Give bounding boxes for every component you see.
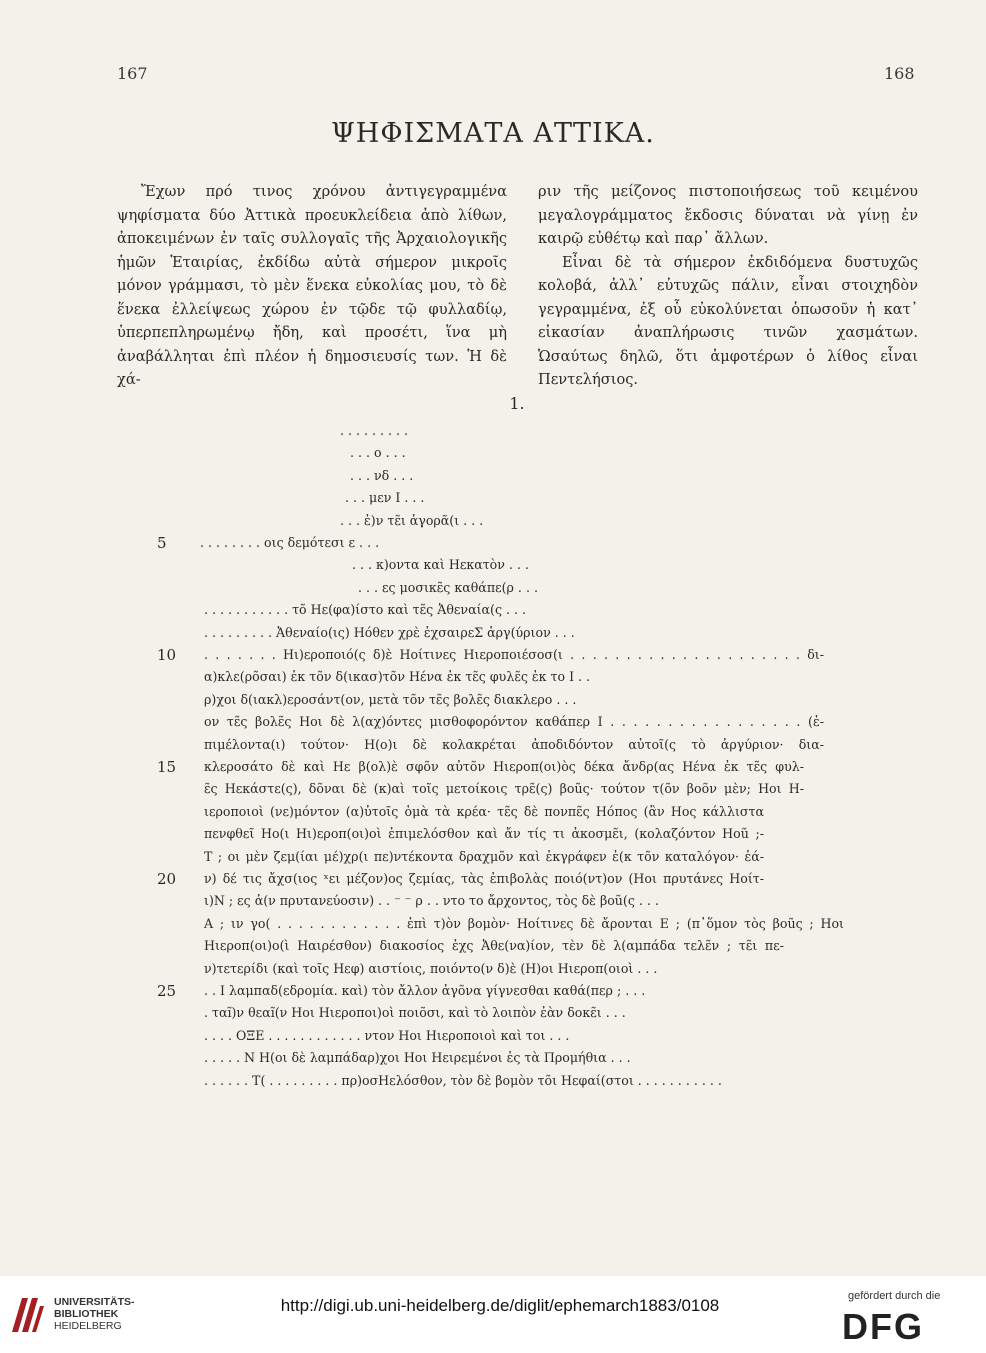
inscription-line: . . . κ)οντα καὶ Ηεκατὸν . . . [352, 557, 529, 573]
inscription-line: . . . . . . . Ηι)εροποιό(ς δ)ὲ Ηοίτινες Ηιεροποιέσοσ(ι . . . . . . . . . . . . . . . . . . . . . δι- [204, 647, 824, 662]
line-number: 10 [157, 646, 177, 664]
source-url[interactable]: http://digi.ub.uni-heidelberg.de/diglit/ephemarch1883/0108 [280, 1296, 720, 1315]
line-number: 25 [157, 982, 177, 1000]
inscription-line: ον τε̃ς βολε̃ς Ηοι δὲ λ(αχ)όντες μισθοφορόντον καθάπερ Ι . . . . . . . . . . . . . . . . . (ἐ- [204, 714, 824, 730]
intro-column-right [538, 180, 918, 392]
inscription-line: ν)τετερίδι (καὶ τοῖς Ηεφ) αιστίοις, ποιόντο(ν δ)ὲ (Η)οι Ηιεροπ(οιοὶ . . . [204, 960, 658, 976]
inscription-line: ρ)χοι δ(ιακλ)εροσάντ(ον, μετὰ τõν τε̃ς βολε̃ς διακλερο . . . [204, 691, 577, 707]
inscription-section-number: 1. [509, 394, 525, 413]
inscription-line: πενφθεῖ Ηο(ι Ηι)εροπ(οι)οὶ ἐπιμελόσθον καὶ ἄν τίς τι ἀκοσμε̃ι, (κολαζόντον Ηοũ ;- [204, 826, 764, 842]
inscription-line: . . . . . . . . . . . τõ Ηε(φα)ίστο καὶ τε̃ς Ἀθεναία(ς . . . [204, 602, 527, 618]
library-name-line1: UNIVERSITÄTS- [54, 1296, 135, 1308]
inscription-line: κλεροσάτο δὲ καὶ Ηε β(ολ)ὲ σφõν αὐτõν Ηιεροπ(οι)ὸς δέκα ἄνδρ(ας Ηένα ἐκ τε̃ς φυλ- [204, 759, 804, 774]
funded-by-label: gefördert durch die [848, 1290, 941, 1302]
inscription-line: α)κλε(ρõσαι) ἐκ τõν δ(ικασ)τõν Ηένα ἐκ τε̃ς φυλε̃ς ἐκ το Ι . . [204, 669, 591, 685]
inscription-line: . . . . . . . . οις δεμότεσι ε . . . [200, 535, 380, 550]
footer-bar [0, 1276, 986, 1353]
intro-paragraph-right-1: ριν τῆς μείζονος πιστοποιήσεως τοῦ κειμένου μεγαλογράμματος ἔκδοσις δύναται νὰ γίνῃ ἐν καιρῷ εὐθέτῳ καὶ παρ᾽ ἄλλων. [538, 183, 918, 247]
line-number: 20 [157, 870, 177, 888]
line-number: 15 [157, 758, 177, 776]
inscription-line: Α ; ιν γο( . . . . . . . . . . . . ἐπὶ τ)ὸν βομὸν· Ηοίτινες δὲ ἄρονται Ε ; (π᾽ὅμον τὸς βοũς ; Ηοι [204, 915, 844, 931]
inscription-line: . . . νδ . . . [350, 467, 414, 483]
intro-column-left [117, 180, 507, 392]
inscription-line: Ηιεροπ(οι)ο(ὶ Ηαιρέσθον) διακοσίος ἐχς Ἀθε(να)ίον, τὲν δὲ λ(αμπάδα τελε̃ν ; τε̃ι πε- [204, 938, 784, 954]
inscription-line: . . . μεν Ι . . . [345, 490, 425, 506]
inscription-line: ιεροποιοὶ (νε)μόντον (α)ὐτοῖς ὁμὰ τὰ κρέα· τε̃ς δὲ πονπε̃ς Ηόπος (ἂν Ηος κάλλιστα [204, 803, 764, 819]
inscription-line: . . . . . . . . . [340, 423, 409, 438]
university-library-logo[interactable] [8, 1290, 188, 1340]
inscription-line: . . . ες μοσικε̃ς καθάπε(ρ . . . [358, 579, 538, 595]
library-mark-icon [8, 1292, 48, 1338]
inscription-line: . . . . . . Τ( . . . . . . . . . πρ)οσΗελόσθον, τὸν δὲ βομὸν τõι Ηεφαί(στοι . . . . . . . . . . . [204, 1072, 722, 1088]
inscription-line: . . . ἐ)ν τε̃ι ἀγορᾶ(ι . . . [340, 512, 484, 528]
inscription-line: ι)Ν ; ες ἀ(ν πρυτανεύοσιν) . . ⁻ ⁻ ρ . . ντο το ἄρχοντος, τὸς δὲ βοũ(ς . . . [204, 893, 659, 909]
page-title: ΨΗΦΙΣΜΑΤΑ ΑΤΤΙΚΑ. [331, 118, 655, 149]
inscription-line: πιμέλοντα(ι) τούτον· Η(ο)ι δὲ κολακρέται ἀποδιδόντον αὐτοῖ(ς τὸ ἀργύριον· δια- [204, 736, 824, 752]
library-name [54, 1296, 135, 1332]
inscription-line: . . . . . . . . . Ἀθεναίο(ις) Ηόθεν χρὲ ἐχσαιρεΣ ἀργ(ύριον . . . [204, 624, 575, 640]
inscription-line: ν) δέ τις ἄχσ(ιος ˣει μέζον)ος ζεμίας, τὰς ἐπιβολὰς ποιό(ντ)ον (Ηοι πρυτάνες Ηοίτ- [204, 871, 764, 886]
inscription-line: Τ ; οι μὲν ζεμ(ίαι μέ)χρ(ι πε)ντέκοντα δραχμõν καὶ ἐκγράφεν ἐ(κ τõν καταλόγον· ἐά- [204, 848, 764, 864]
intro-paragraph-left: Ἔχων πρό τινος χρόνου ἀντιγεγραμμένα ψηφίσματα δύο Ἀττικὰ προευκλείδεια ἀπὸ λίθων, ἀποκειμένων ἐν ταῖς συλλογαῖς τῆς Ἀρχαιολογικῆς ἡμῶν Ἑταιρίας, ἐκδίδω αὐτὰ σήμερον μικροῖς μόνον γράμμασι, τὸ μὲν ἕνεκα εὐκολίας μου, τὸ δὲ ἕνεκα ἐλλείψεως χώρου ἐν τῷδε τῷ φυλλαδίῳ, ὑπερπεπληρωμένῳ ἤδη, καὶ προσέτι, ἵνα μὴ ἀναβάλληται ἐπὶ πλέον ἡ δημοσιευσίς των. Ἡ δὲ χά- [117, 183, 507, 388]
page-number-right: 168 [884, 64, 915, 83]
inscription-line: . . Ι λαμπαδ(εδρομία. καὶ) τὸν ἄλλον ἀγõνα γίγνεσθαι καθά(περ ; . . . [204, 983, 646, 998]
inscription-line: . ταĩ)ν θεαĩ(ν Ηοι Ηιεροποι)οὶ ποιõσι, καὶ τὸ λοιπὸν ἐὰν δοκε̃ι . . . [204, 1005, 626, 1021]
intro-paragraph-right-2: Εἶναι δὲ τὰ σήμερον ἐκδιδόμενα δυστυχῶς κολοβά, ἀλλ᾽ εὐτυχῶς πάλιν, εἶναι στοιχηδὸν γεγραμμένα, ἐξ οὗ εὐκολύνεται ὁπωσοῦν ἡ κατ᾽ εἰκασίαν ἀναπλήρωσις τινῶν χασμάτων. Ὡσαύτως δηλῶ, ὅτι ἀμφοτέρων ὁ λίθος εἶναι Πεντελήσιος. [538, 253, 918, 388]
dfg-logo[interactable]: DFG [842, 1306, 924, 1347]
inscription-line: . . . . . Ν Η(οι δὲ λαμπάδαρ)χοι Ηοι Ηειρεμένοι ἐς τὰ Προμήθια . . . [204, 1050, 631, 1066]
page-number-left: 167 [117, 64, 148, 83]
library-name-line3: HEIDELBERG [54, 1320, 122, 1332]
inscription-line: . . . . ΟΞΕ . . . . . . . . . . . . ντον Ηοι Ηιεροποιοὶ καὶ τοι . . . [204, 1027, 570, 1043]
library-name-line2: BIBLIOTHEK [54, 1308, 119, 1320]
inscription-line: . . . ο . . . [350, 445, 406, 461]
line-number: 5 [157, 534, 167, 552]
inscription-line: ε̃ς Ηεκάστε(ς), δõναι δὲ (κ)αὶ τοῖς μετοίκοις τρε̃(ς) βοũς· τούτον τ(õν βοõν μὲν; Ηοι Η- [204, 781, 804, 797]
